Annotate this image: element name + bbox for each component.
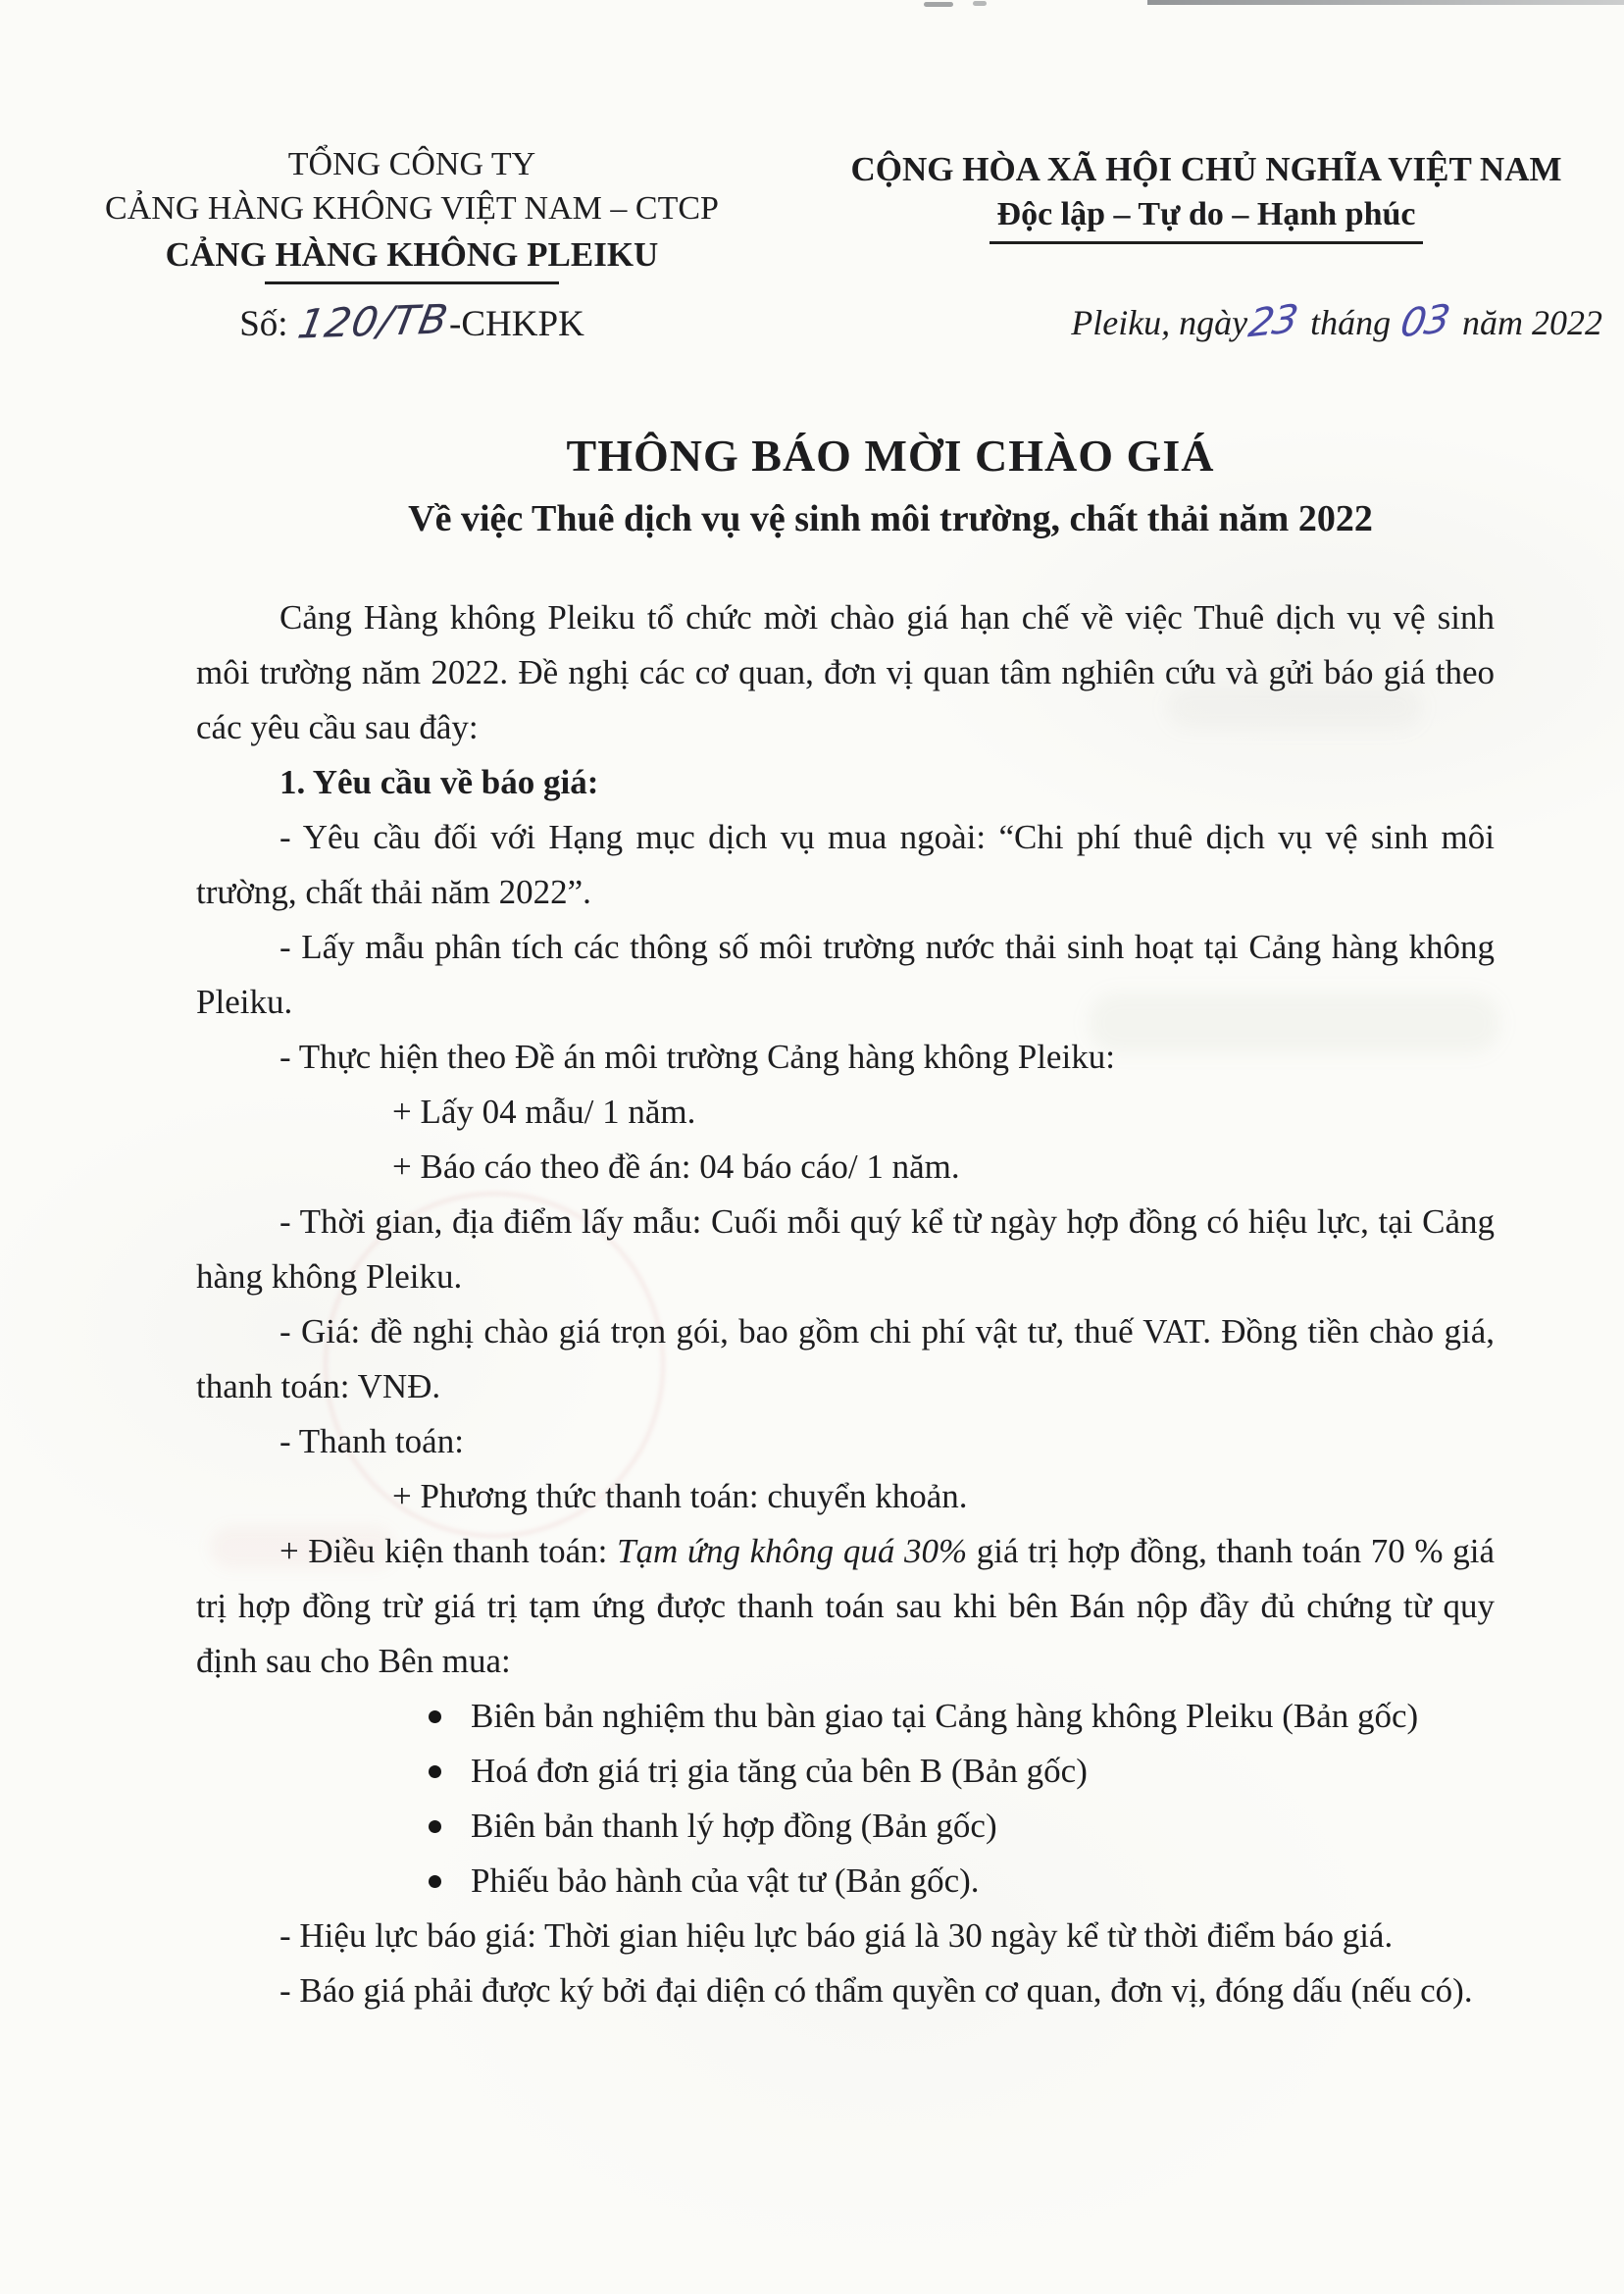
parent-company-name: TỔNG CÔNG TY bbox=[287, 146, 536, 182]
date-year-suffix: năm 2022 bbox=[1462, 303, 1602, 342]
plus-item-payment-method: + Phương thức thanh toán: chuyển khoản. bbox=[392, 1477, 968, 1515]
document-title: THÔNG BÁO MỜI CHÀO GIÁ bbox=[566, 431, 1215, 481]
motto-underline-rule bbox=[990, 241, 1423, 244]
payment-terms-italic: Tạm ứng không quá 30% bbox=[617, 1532, 968, 1570]
payment-terms-prefix: + Điều kiện thanh toán: bbox=[279, 1532, 618, 1570]
document-body bbox=[196, 590, 1495, 2018]
bullet-item bbox=[429, 1689, 1495, 1744]
bullet-item bbox=[429, 1744, 1495, 1799]
document-number-handwritten: 120/TB bbox=[294, 295, 452, 348]
document-number-line bbox=[93, 295, 731, 348]
scan-artifact-mark bbox=[973, 1, 987, 6]
national-motto: Độc lập – Tự do – Hạnh phúc bbox=[996, 196, 1416, 232]
plus-item-payment-terms bbox=[196, 1524, 1495, 1689]
intro-paragraph: Cảng Hàng không Pleiku tổ chức mời chào giá hạn chế về việc Thuê dịch vụ vệ sinh môi trường năm 2022. Đề nghị các cơ quan, đơn vị quan tâm nghiên cứu và gửi báo giá theo các yêu cầu sau đây: bbox=[196, 598, 1495, 746]
dash-item-scheme: - Thực hiện theo Đề án môi trường Cảng hàng không Pleiku: bbox=[279, 1038, 1115, 1076]
place-date-line bbox=[804, 296, 1608, 347]
dash-item-signature: - Báo giá phải được ký bởi đại diện có thẩm quyền cơ quan, đơn vị, đóng dấu (nếu có). bbox=[279, 1971, 1473, 2010]
bullet-dot-icon bbox=[429, 1710, 441, 1723]
bullet-dot-icon bbox=[429, 1875, 441, 1888]
dash-item-time-place: - Thời gian, địa điểm lấy mẫu: Cuối mỗi quý kể từ ngày hợp đồng có hiệu lực, tại Cảng hàng không Pleiku. bbox=[196, 1202, 1495, 1296]
document-number-suffix: -CHKPK bbox=[449, 304, 584, 344]
bullet-item bbox=[429, 1854, 1495, 1909]
bullet-item-label: Hoá đơn giá trị gia tăng của bên B (Bản gốc) bbox=[471, 1752, 1088, 1790]
dash-item-price: - Giá: đề nghị chào giá trọn gói, bao gồm chi phí vật tư, thuế VAT. Đồng tiền chào giá, thanh toán: VNĐ. bbox=[196, 1312, 1495, 1405]
issuer-header-block bbox=[93, 143, 731, 348]
company-name: CẢNG HÀNG KHÔNG VIỆT NAM – CTCP bbox=[105, 190, 719, 227]
payment-terms-suffix: giá trị hợp đồng, thanh toán 70 % giá trị hợp đồng trừ giá trị tạm ứng được thanh toán sau khi bên Bán nộp đầy đủ chứng từ quy định sau cho Bên mua: bbox=[196, 1532, 1495, 1680]
header-underline-rule bbox=[265, 281, 559, 284]
handwritten-month: 03 bbox=[1397, 296, 1451, 347]
plus-item-sample-count: + Lấy 04 mẫu/ 1 năm. bbox=[392, 1093, 696, 1131]
document-number-label: Số: bbox=[239, 304, 288, 344]
bullet-item-label: Biên bản thanh lý hợp đồng (Bản gốc) bbox=[471, 1807, 997, 1845]
bullet-dot-icon bbox=[429, 1820, 441, 1833]
bullet-item-label: Biên bản nghiệm thu bàn giao tại Cảng hàng không Pleiku (Bản gốc) bbox=[471, 1697, 1419, 1735]
scan-artifact-mark bbox=[924, 2, 953, 7]
bullet-dot-icon bbox=[429, 1765, 441, 1778]
dash-item-validity: - Hiệu lực báo giá: Thời gian hiệu lực báo giá là 30 ngày kể từ thời điểm báo giá. bbox=[279, 1916, 1394, 1955]
dash-item-sampling: - Lấy mẫu phân tích các thông số môi trường nước thải sinh hoạt tại Cảng hàng không Pleiku. bbox=[196, 928, 1495, 1021]
date-place-prefix: Pleiku, ngày bbox=[1071, 303, 1248, 342]
issuing-unit-name: CẢNG HÀNG KHÔNG PLEIKU bbox=[165, 235, 659, 274]
national-header-block bbox=[804, 147, 1608, 347]
bullet-item-label: Phiếu bảo hành của vật tư (Bản gốc). bbox=[471, 1861, 980, 1900]
national-title: CỘNG HÒA XÃ HỘI CHỦ NGHĨA VIỆT NAM bbox=[850, 150, 1562, 188]
dash-item-payment: - Thanh toán: bbox=[279, 1422, 464, 1460]
section-1-heading: 1. Yêu cầu về báo giá: bbox=[279, 763, 599, 801]
document-subject: Về việc Thuê dịch vụ vệ sinh môi trường, chất thải năm 2022 bbox=[408, 498, 1373, 539]
handwritten-day: 23 bbox=[1245, 296, 1299, 347]
dash-item-requirement: - Yêu cầu đối với Hạng mục dịch vụ mua ngoài: “Chi phí thuê dịch vụ vệ sinh môi trường, chất thải năm 2022”. bbox=[196, 818, 1495, 911]
date-month-label: tháng bbox=[1310, 303, 1392, 342]
scan-artifact-top-line bbox=[1147, 0, 1624, 5]
document-title-block bbox=[157, 430, 1624, 540]
bullet-item bbox=[429, 1799, 1495, 1854]
plus-item-report-count: + Báo cáo theo đề án: 04 báo cáo/ 1 năm. bbox=[392, 1147, 960, 1186]
